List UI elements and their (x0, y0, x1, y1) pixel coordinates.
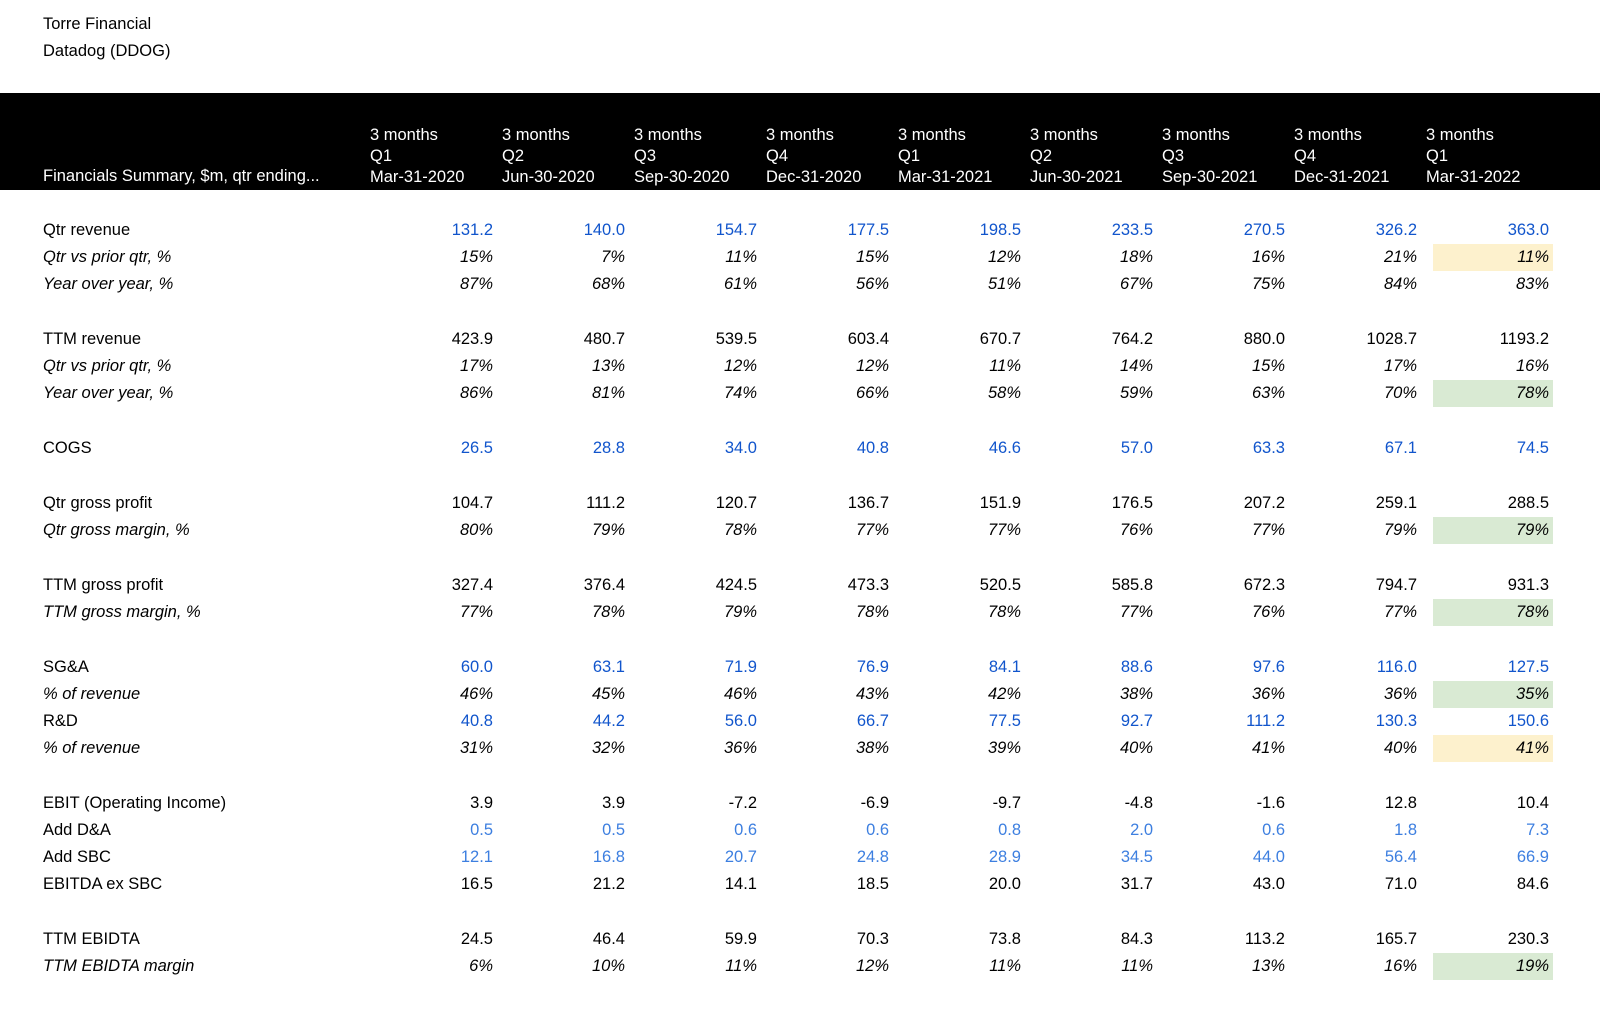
table-cell: 74% (723, 384, 757, 402)
table-cell: 31.7 (1120, 875, 1153, 893)
table-cell: 26.5 (460, 439, 493, 457)
table-cell: 40.8 (460, 712, 493, 730)
table-cell: -6.9 (860, 794, 889, 812)
table-cell: 11% (725, 248, 757, 266)
table-cell: 520.5 (979, 576, 1021, 594)
table-cell: 56.0 (724, 712, 757, 730)
table-row (0, 708, 1600, 735)
table-row (0, 326, 1600, 353)
column-header-quarter: Q3 (1162, 147, 1185, 165)
column-header-quarter: Q1 (370, 147, 393, 165)
table-cell: 11% (1433, 244, 1553, 271)
table-row (0, 871, 1600, 898)
column-header-date: Sep-30-2021 (1162, 168, 1258, 186)
table-cell: 11% (989, 357, 1021, 375)
table-cell: 113.2 (1244, 930, 1285, 948)
table-cell: 57.0 (1120, 439, 1153, 457)
table-cell: 43% (855, 685, 889, 703)
table-cell: 1028.7 (1366, 330, 1417, 348)
table-cell: 77% (459, 603, 493, 621)
table-cell: 120.7 (715, 494, 757, 512)
column-header (766, 125, 896, 188)
table-cell: 38% (1119, 685, 1153, 703)
table-cell: 67.1 (1384, 439, 1417, 457)
table-cell: 63.3 (1252, 439, 1285, 457)
table-cell: 40.8 (856, 439, 889, 457)
table-cell: 67% (1119, 275, 1153, 293)
table-cell: 11% (725, 957, 757, 975)
table-cell: 79% (723, 603, 757, 621)
row-label: TTM EBIDTA (43, 930, 140, 948)
table-cell: 764.2 (1111, 330, 1153, 348)
table-cell: 16% (1251, 248, 1285, 266)
table-cell: 233.5 (1111, 221, 1153, 239)
table-cell: 79% (1383, 521, 1417, 539)
table-cell: -7.2 (728, 794, 757, 812)
table-cell: 28.8 (592, 439, 625, 457)
table-cell: 136.7 (847, 494, 889, 512)
table-cell: 24.8 (856, 848, 889, 866)
table-cell: 21.2 (592, 875, 625, 893)
table-cell: 66% (855, 384, 889, 402)
table-cell: 76% (1119, 521, 1153, 539)
table-cell: 68% (591, 275, 625, 293)
table-cell: 19% (1433, 953, 1553, 980)
table-cell: 6% (469, 957, 493, 975)
table-cell: 60.0 (460, 658, 493, 676)
table-row (0, 572, 1600, 599)
row-label: Add D&A (43, 821, 111, 839)
table-row (0, 844, 1600, 871)
table-header (0, 93, 1600, 190)
column-header-quarter: Q1 (898, 147, 921, 165)
table-cell: 230.3 (1507, 930, 1549, 948)
table-cell: 42% (987, 685, 1021, 703)
table-cell: 12% (723, 357, 757, 375)
table-cell: 672.3 (1243, 576, 1285, 594)
table-cell: 31% (459, 739, 493, 757)
table-cell: 154.7 (715, 221, 757, 239)
column-header-period: 3 months (502, 126, 570, 144)
table-cell: 140.0 (583, 221, 625, 239)
table-cell: 585.8 (1111, 576, 1153, 594)
table-cell: 36% (723, 739, 757, 757)
table-cell: 539.5 (715, 330, 757, 348)
table-cell: 7.3 (1526, 821, 1549, 839)
column-header-date: Dec-31-2021 (1294, 168, 1390, 186)
column-header-quarter: Q2 (1030, 147, 1053, 165)
table-cell: 77% (1383, 603, 1417, 621)
column-header (1294, 125, 1424, 188)
row-label: Year over year, % (43, 384, 174, 402)
table-cell: 61% (723, 275, 757, 293)
table-cell: -4.8 (1124, 794, 1153, 812)
table-cell: 17% (459, 357, 493, 375)
table-cell: 116.0 (1376, 658, 1417, 676)
table-cell: 63.1 (592, 658, 625, 676)
column-header (370, 125, 500, 188)
table-cell: 603.4 (847, 330, 889, 348)
table-cell: 28.9 (988, 848, 1021, 866)
table-cell: 1.8 (1394, 821, 1417, 839)
table-cell: 12% (855, 957, 889, 975)
table-cell: 78% (591, 603, 625, 621)
table-cell: 46% (459, 685, 493, 703)
column-header-period: 3 months (1426, 126, 1494, 144)
table-cell: 480.7 (583, 330, 625, 348)
column-header (1030, 125, 1160, 188)
table-cell: 46.4 (592, 930, 625, 948)
table-cell: 77.5 (988, 712, 1021, 730)
table-cell: 75% (1251, 275, 1285, 293)
table-cell: 880.0 (1243, 330, 1285, 348)
table-cell: 74.5 (1516, 439, 1549, 457)
table-cell: 36% (1383, 685, 1417, 703)
table-cell: 0.6 (734, 821, 757, 839)
table-cell: 15% (1251, 357, 1285, 375)
row-label: TTM revenue (43, 330, 142, 348)
table-cell: 84% (1383, 275, 1417, 293)
company-name: Torre Financial (43, 15, 152, 33)
row-label: EBIT (Operating Income) (43, 794, 227, 812)
column-header-date: Sep-30-2020 (634, 168, 730, 186)
table-cell: 131.2 (451, 221, 493, 239)
table-cell: 14% (1119, 357, 1153, 375)
column-header-quarter: Q4 (1294, 147, 1317, 165)
table-cell: 0.5 (602, 821, 625, 839)
table-cell: 84.1 (988, 658, 1021, 676)
table-cell: 12.1 (460, 848, 493, 866)
table-cell: 16.8 (592, 848, 625, 866)
table-cell: 77% (1119, 603, 1153, 621)
table-cell: 13% (1251, 957, 1285, 975)
table-row (0, 654, 1600, 681)
table-cell: 70% (1383, 384, 1417, 402)
table-row (0, 817, 1600, 844)
table-cell: 24.5 (460, 930, 493, 948)
column-header-date: Jun-30-2021 (1030, 168, 1123, 186)
table-row (0, 735, 1600, 762)
table-cell: 473.3 (847, 576, 889, 594)
table-cell: 20.7 (724, 848, 757, 866)
table-cell: 10% (591, 957, 625, 975)
table-cell: 59.9 (724, 930, 757, 948)
table-cell: 1193.2 (1499, 330, 1549, 348)
table-cell: 207.2 (1243, 494, 1285, 512)
table-cell: 12% (987, 248, 1021, 266)
row-label: COGS (43, 439, 92, 457)
table-cell: 59% (1119, 384, 1153, 402)
table-cell: 40% (1119, 739, 1153, 757)
table-cell: 32% (591, 739, 625, 757)
table-cell: 46.6 (988, 439, 1021, 457)
row-label: R&D (43, 712, 78, 730)
column-header-quarter: Q1 (1426, 147, 1449, 165)
table-cell: 423.9 (451, 330, 493, 348)
column-header (1426, 125, 1556, 188)
table-cell: 0.8 (998, 821, 1021, 839)
table-row (0, 435, 1600, 462)
table-cell: 36% (1251, 685, 1285, 703)
column-header-period: 3 months (1294, 126, 1362, 144)
table-cell: 16% (1515, 357, 1549, 375)
table-cell: 79% (1433, 517, 1553, 544)
column-header (502, 125, 632, 188)
table-cell: 794.7 (1375, 576, 1417, 594)
table-cell: 424.5 (715, 576, 757, 594)
table-row (0, 490, 1600, 517)
table-cell: 18.5 (856, 875, 889, 893)
table-cell: 127.5 (1507, 658, 1549, 676)
table-row (0, 217, 1600, 244)
row-label: SG&A (43, 658, 89, 676)
table-cell: 104.7 (451, 494, 493, 512)
column-header-quarter: Q3 (634, 147, 657, 165)
table-cell: 43.0 (1252, 875, 1285, 893)
table-cell: 35% (1433, 681, 1553, 708)
row-label: Qtr gross margin, % (43, 521, 190, 539)
row-label: Qtr revenue (43, 221, 131, 239)
table-cell: 10.4 (1516, 794, 1549, 812)
table-cell: 41% (1433, 735, 1553, 762)
table-cell: 17% (1383, 357, 1417, 375)
table-cell: 288.5 (1507, 494, 1549, 512)
table-cell: 58% (987, 384, 1021, 402)
row-label: TTM gross margin, % (43, 603, 201, 621)
table-cell: 3.9 (470, 794, 493, 812)
table-cell: 40% (1383, 739, 1417, 757)
table-row (0, 681, 1600, 708)
row-label: Qtr vs prior qtr, % (43, 357, 172, 375)
table-cell: 18% (1119, 248, 1153, 266)
table-cell: 0.6 (866, 821, 889, 839)
table-row (0, 926, 1600, 953)
column-header-date: Jun-30-2020 (502, 168, 595, 186)
table-cell: 165.7 (1375, 930, 1417, 948)
table-cell: 66.7 (856, 712, 889, 730)
table-cell: 84.6 (1516, 875, 1549, 893)
table-cell: 326.2 (1375, 221, 1417, 239)
table-row (0, 244, 1600, 271)
table-row (0, 380, 1600, 407)
table-row (0, 790, 1600, 817)
table-cell: 111.2 (586, 494, 625, 512)
column-header-date: Mar-31-2022 (1426, 168, 1521, 186)
ticker-name: Datadog (DDOG) (43, 42, 171, 60)
table-cell: 0.5 (470, 821, 493, 839)
row-label: % of revenue (43, 739, 141, 757)
table-title: Financials Summary, $m, qtr ending... (43, 167, 320, 185)
table-row (0, 271, 1600, 298)
row-label: Year over year, % (43, 275, 174, 293)
row-label: Qtr gross profit (43, 494, 153, 512)
column-header-period: 3 months (1030, 126, 1098, 144)
table-cell: 84.3 (1120, 930, 1153, 948)
table-cell: 0.6 (1262, 821, 1285, 839)
table-cell: 151.9 (979, 494, 1021, 512)
row-label: TTM EBIDTA margin (43, 957, 195, 975)
table-cell: -9.7 (992, 794, 1021, 812)
column-header (634, 125, 764, 188)
table-cell: 77% (1251, 521, 1285, 539)
table-cell: 56% (855, 275, 889, 293)
table-cell: 13% (591, 357, 625, 375)
table-cell: 2.0 (1130, 821, 1153, 839)
table-cell: 16% (1383, 957, 1417, 975)
table-cell: -1.6 (1256, 794, 1285, 812)
row-label: TTM gross profit (43, 576, 164, 594)
table-cell: 56.4 (1384, 848, 1417, 866)
table-cell: 3.9 (602, 794, 625, 812)
table-cell: 327.4 (451, 576, 493, 594)
table-cell: 150.6 (1507, 712, 1549, 730)
table-cell: 15% (459, 248, 493, 266)
table-row (0, 953, 1600, 980)
table-cell: 376.4 (583, 576, 625, 594)
table-cell: 51% (987, 275, 1021, 293)
table-cell: 7% (601, 248, 625, 266)
table-cell: 12% (855, 357, 889, 375)
table-cell: 78% (1433, 599, 1553, 626)
table-cell: 79% (591, 521, 625, 539)
table-cell: 44.0 (1252, 848, 1285, 866)
table-cell: 88.6 (1120, 658, 1153, 676)
table-cell: 270.5 (1243, 221, 1285, 239)
column-header (1162, 125, 1292, 188)
table-cell: 259.1 (1375, 494, 1417, 512)
table-cell: 76% (1251, 603, 1285, 621)
column-header-period: 3 months (766, 126, 834, 144)
column-header (898, 125, 1028, 188)
table-cell: 71.9 (724, 658, 757, 676)
table-row (0, 599, 1600, 626)
table-cell: 198.5 (979, 221, 1021, 239)
row-label: EBITDA ex SBC (43, 875, 163, 893)
table-cell: 80% (459, 521, 493, 539)
table-cell: 14.1 (724, 875, 757, 893)
table-cell: 670.7 (979, 330, 1021, 348)
table-cell: 87% (459, 275, 493, 293)
table-cell: 363.0 (1507, 221, 1549, 239)
table-cell: 77% (987, 521, 1021, 539)
table-cell: 70.3 (856, 930, 889, 948)
table-cell: 20.0 (988, 875, 1021, 893)
table-cell: 77% (855, 521, 889, 539)
table-cell: 16.5 (460, 875, 493, 893)
table-cell: 81% (591, 384, 625, 402)
column-header-period: 3 months (634, 126, 702, 144)
column-header-period: 3 months (1162, 126, 1230, 144)
table-cell: 34.5 (1120, 848, 1153, 866)
table-cell: 78% (723, 521, 757, 539)
column-header-period: 3 months (898, 126, 966, 144)
table-cell: 39% (987, 739, 1021, 757)
row-label: Add SBC (43, 848, 111, 866)
table-cell: 11% (1121, 957, 1153, 975)
table-cell: 177.5 (847, 221, 889, 239)
table-cell: 97.6 (1252, 658, 1285, 676)
table-cell: 38% (855, 739, 889, 757)
table-cell: 66.9 (1516, 848, 1549, 866)
table-cell: 78% (855, 603, 889, 621)
column-header-date: Dec-31-2020 (766, 168, 862, 186)
table-cell: 12.8 (1384, 794, 1417, 812)
table-cell: 78% (987, 603, 1021, 621)
table-cell: 111.2 (1246, 712, 1285, 730)
table-cell: 21% (1383, 248, 1417, 266)
table-cell: 15% (855, 248, 889, 266)
table-cell: 76.9 (856, 658, 889, 676)
column-header-date: Mar-31-2021 (898, 168, 993, 186)
table-cell: 78% (1433, 380, 1553, 407)
table-cell: 73.8 (988, 930, 1021, 948)
table-row (0, 517, 1600, 544)
column-header-period: 3 months (370, 126, 438, 144)
table-cell: 130.3 (1375, 712, 1417, 730)
table-cell: 11% (989, 957, 1021, 975)
row-label: % of revenue (43, 685, 141, 703)
table-cell: 46% (723, 685, 757, 703)
table-cell: 44.2 (592, 712, 625, 730)
column-header-quarter: Q4 (766, 147, 789, 165)
column-header-date: Mar-31-2020 (370, 168, 465, 186)
table-cell: 83% (1515, 275, 1549, 293)
column-header-quarter: Q2 (502, 147, 525, 165)
row-label: Qtr vs prior qtr, % (43, 248, 172, 266)
table-cell: 92.7 (1120, 712, 1153, 730)
table-cell: 176.5 (1111, 494, 1153, 512)
table-cell: 63% (1251, 384, 1285, 402)
table-cell: 41% (1251, 739, 1285, 757)
table-row (0, 353, 1600, 380)
table-cell: 86% (459, 384, 493, 402)
table-cell: 931.3 (1507, 576, 1549, 594)
table-cell: 45% (591, 685, 625, 703)
table-cell: 34.0 (724, 439, 757, 457)
table-cell: 71.0 (1384, 875, 1417, 893)
